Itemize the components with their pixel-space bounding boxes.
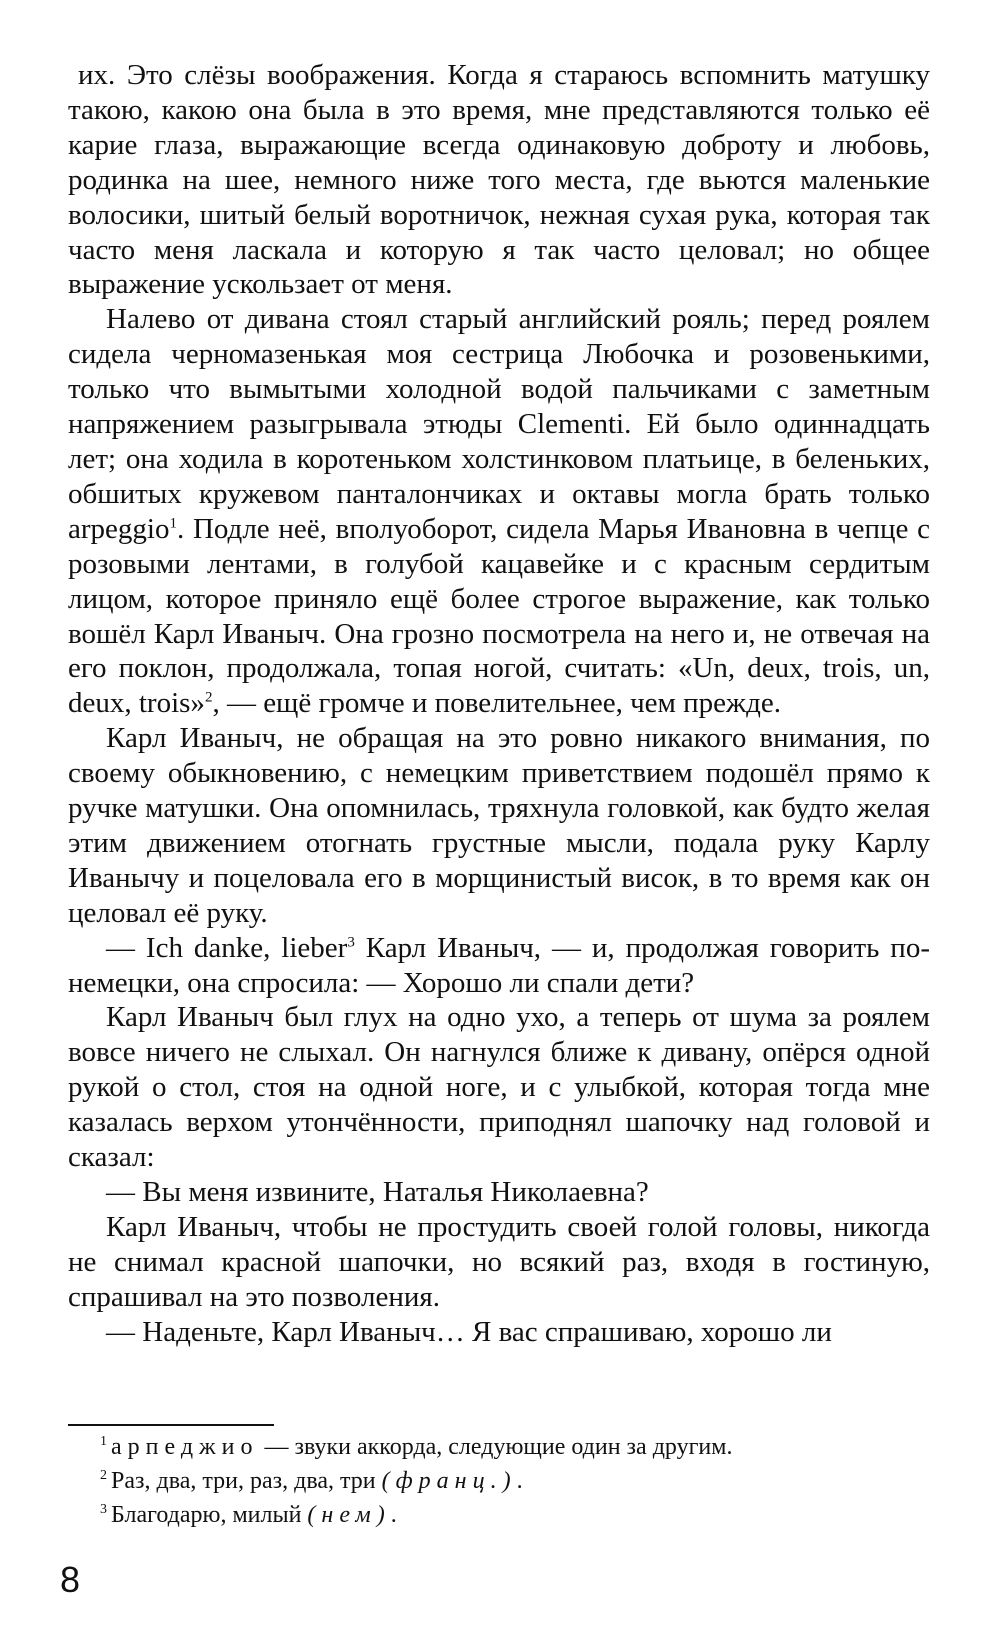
footnote-ref: 1	[169, 515, 177, 532]
dialogue-line: — Ich danke, lieber$^3$ Карл Иваныч, — и, продолжая говорить по-немецки, она спросила: — Хорошо ли спали дети?	[68, 931, 930, 999]
footnote-ref: 2	[204, 689, 213, 706]
page-number: 8	[60, 1559, 81, 1600]
dialogue-line: — Вы меня извините, Наталья Николаевна?	[106, 1176, 649, 1208]
footnote-ref: 3	[347, 934, 355, 950]
paragraph: Налево от дивана стоял старый английский рояль; перед роялем сидела черномазенькая моя сестрица Любочка и розовенькими, только что вымытыми холодной водой пальчиками с заметным напряжением разыгрывала этюды Clementi. Ей было одиннадцать лет; она ходила в коротеньком холстинковом платьице, в беленьких, обшитых кружевом панталончиках и октавы могла брать только arpeggio$^1$. Подле неё, вполуоборот, сидела Марья Ивановна в чепце с розовыми лентами, в голубой кацавейке и с красным сердитым лицом, которое приняло ещё более строгое выражение, как только вошёл Карл Иваныч. Она грозно посмотрела на него и, не отвечая на его поклон, продолжала, топая ногой, считать: «Un, deux, trois, un, deux, trois»$^2$, — ещё громче и повелительнее, чем прежде.	[68, 303, 930, 720]
footnote-1: $^1$ арпеджио — звуки аккорда, следующие один за другим.	[100, 1434, 733, 1460]
paragraph: Карл Иваныч, не обращая на это ровно никакого внимания, по своему обыкновению, с немецким приветствием подошёл прямо к ручке матушки. Она опомнилась, тряхнула головкой, как будто желая этим движением отогнать грустные мысли, подала руку Карлу Иванычу и поцеловала его в морщинистый висок, в то время как он целовал её руку.	[68, 722, 930, 929]
dialogue-line: — Наденьте, Карл Иваныч… Я вас спрашиваю, хорошо ли	[106, 1315, 832, 1348]
paragraph: Карл Иваныч, чтобы не простудить своей голой головы, никогда не снимал красной шапочки, но всякий раз, входя в гостиную, спрашивал на это позволения.	[68, 1210, 930, 1313]
language-note: (франц.)	[381, 1468, 517, 1494]
footnote-term: арпеджио	[111, 1434, 259, 1460]
footnotes	[100, 1430, 930, 1532]
footnote-3: $^3$ Благодарю, милый (нем).	[100, 1502, 397, 1528]
footnote-divider	[68, 1424, 274, 1426]
language-note: (нем)	[307, 1502, 391, 1528]
footnote-2: $^2$ Раз, два, три, раз, два, три (франц.).	[100, 1468, 523, 1494]
paragraph: Карл Иваныч был глух на одно ухо, а теперь от шума за роялем вовсе ничего не слыхал. Он нагнулся ближе к дивану, опёрся одной рукой о стол, стоя на одной ноге, и с улыбкой, которая тогда мне казалась верхом утончённости, приподнял шапочку над головой и сказал:	[68, 1001, 930, 1174]
main-text	[68, 58, 930, 1350]
paragraph: их. Это слёзы воображения. Когда я стараюсь вспомнить матушку такою, какою она была в это время, мне представляются только её карие глаза, выражающие всегда одинаковую доброту и любовь, родинка на шее, немного ниже того места, где вьются маленькие волосики, шитый белый воротничок, нежная сухая рука, которая так часто меня ласкала и которую я так часто целовал; но общее выражение ускользает от меня.	[68, 59, 930, 301]
